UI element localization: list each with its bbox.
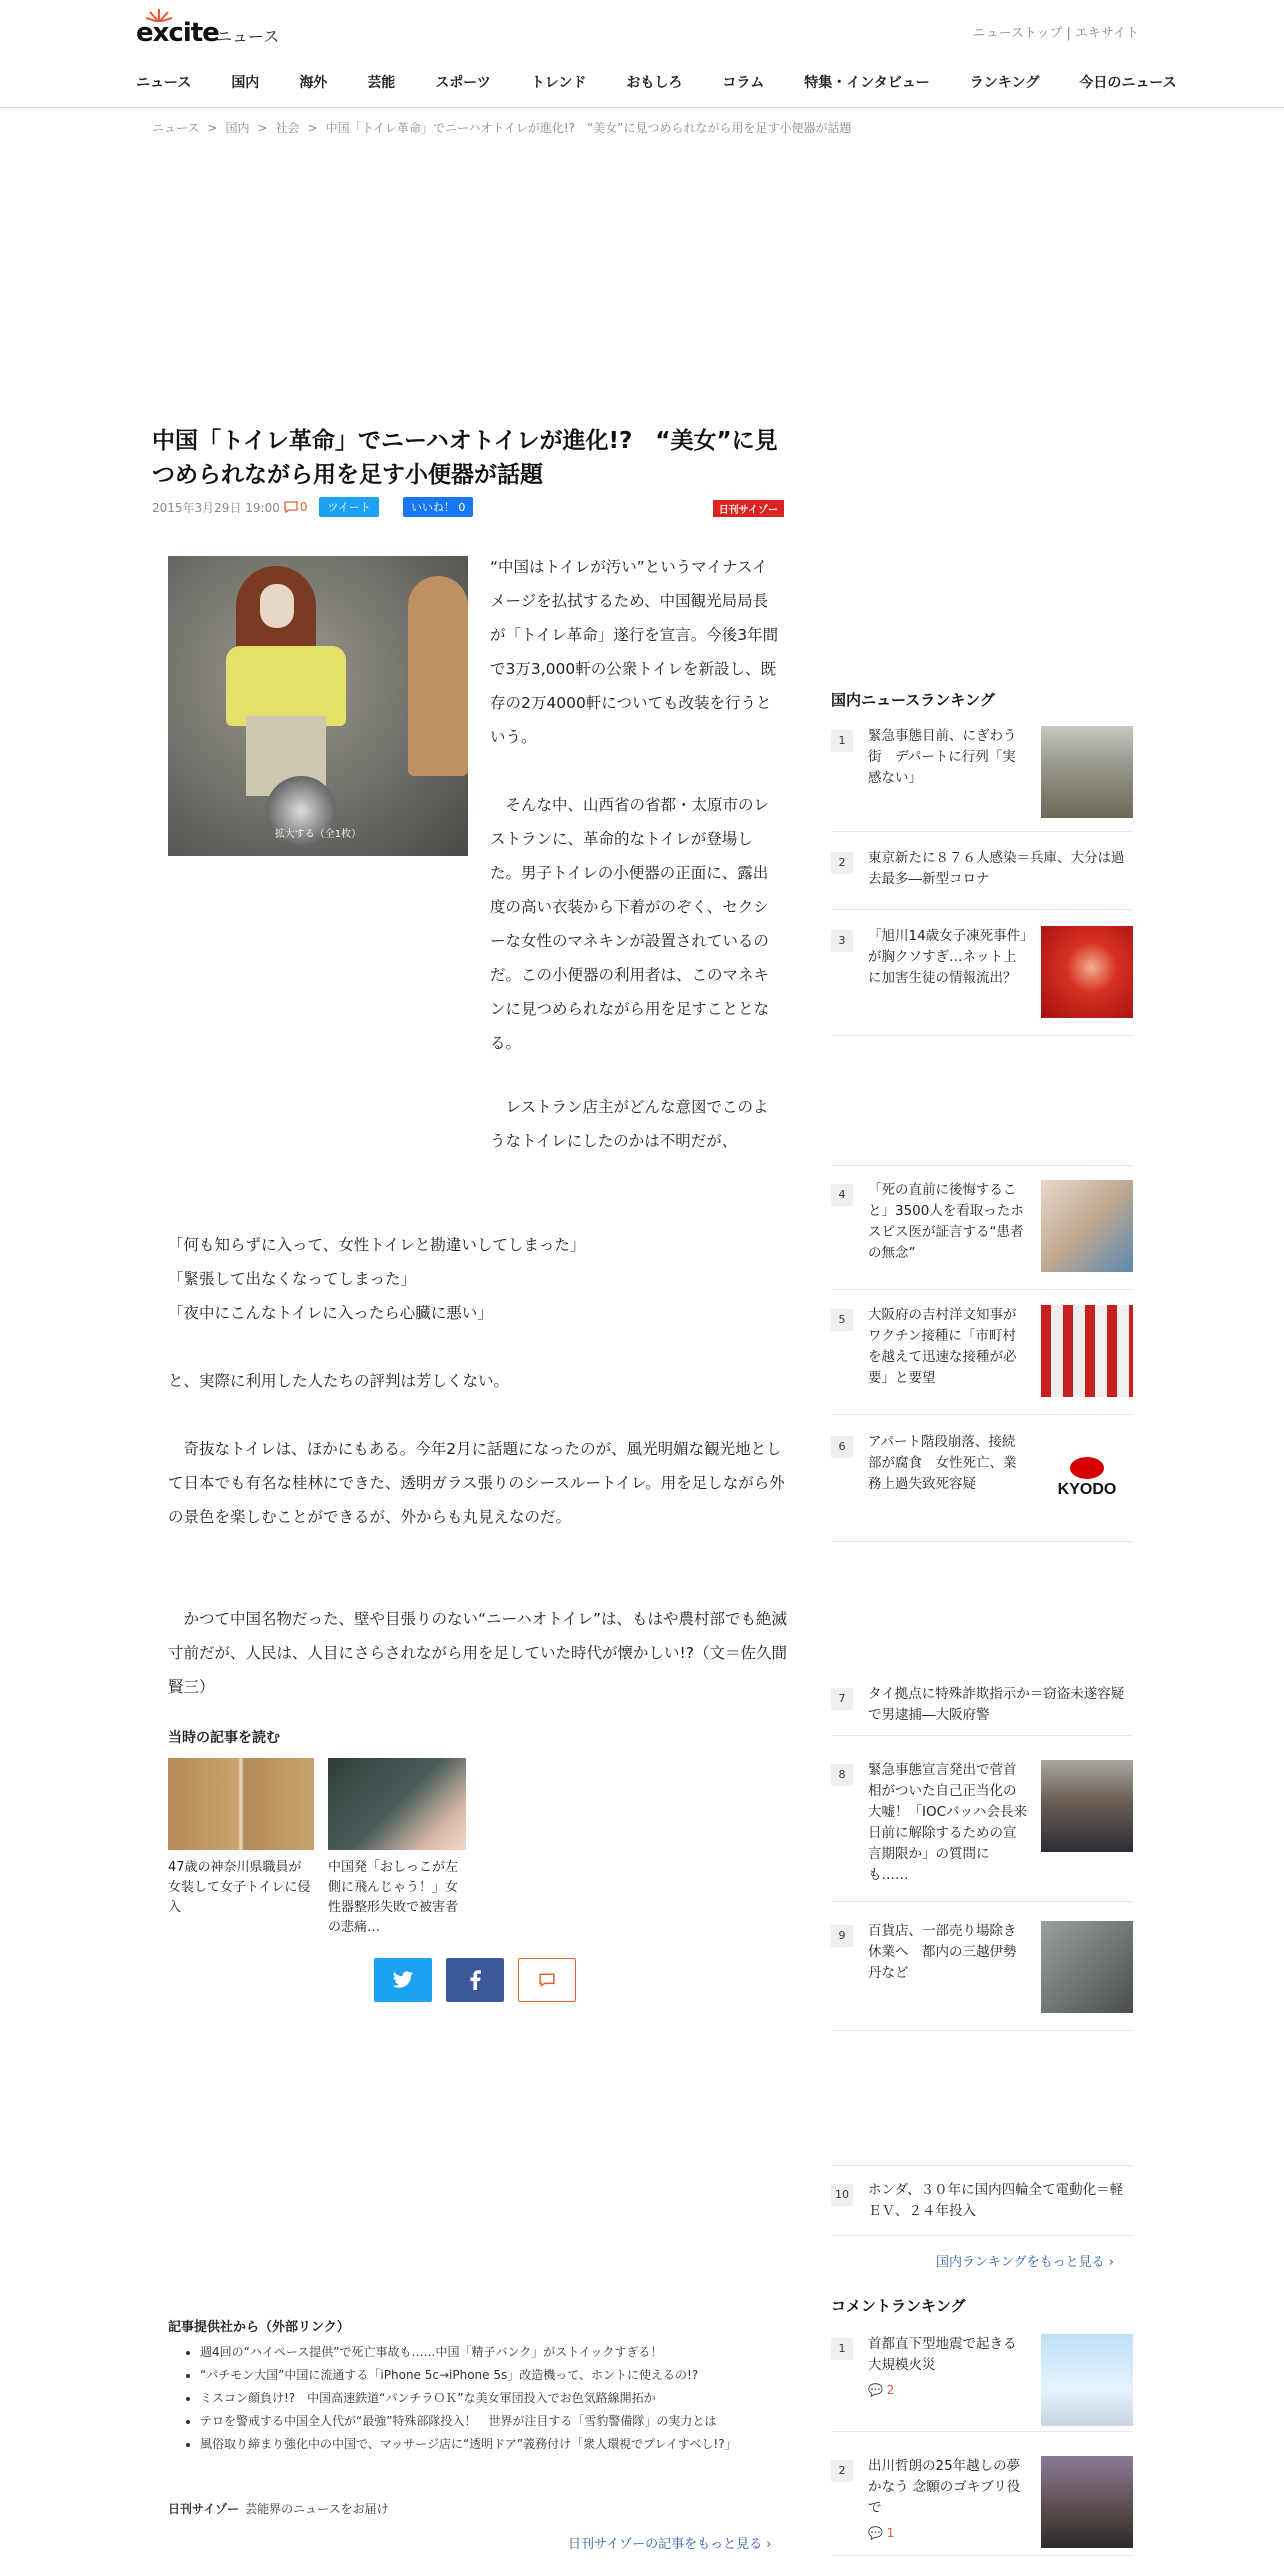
like-button[interactable] (403, 497, 474, 517)
comment-icon (284, 501, 298, 513)
ranking-item[interactable] (831, 1760, 1133, 1902)
comment-icon: 💬 (868, 2526, 883, 2540)
nav-today[interactable]: 今日のニュース (1079, 75, 1177, 91)
ranking-item[interactable] (831, 1684, 1133, 1736)
rank-thumb (1041, 1305, 1133, 1397)
logo-text: excite (136, 18, 219, 48)
rank-text: 百貨店、一部売り場除き休業へ 都内の三越伊勢丹など (868, 1923, 1017, 1981)
comment-ranking-title: コメントランキング (831, 2297, 966, 2315)
article-paragraph: 奇抜なトイレは、ほかにもある。今年2月に話題になったのが、風光明媚な観光地として日本でも有名な桂林にできた、透明ガラス張りのシースルートイレ。用を足しながら外の景色を楽しむことができるが、外からも丸見えなのだ。 (168, 1440, 785, 1526)
provider-title: 記事提供社から（外部リンク） (168, 2320, 350, 2335)
twitter-icon (392, 1971, 414, 1989)
photo-top (226, 646, 346, 726)
provider-more-link[interactable] (568, 2533, 771, 2552)
domestic-ranking-more-link[interactable] (936, 2251, 1114, 2270)
kyodo-dot (1070, 1457, 1104, 1479)
ranking-item[interactable] (831, 1305, 1133, 1415)
related-caption: 中国発「おしっこが左側に飛んじゃう！」女性器整形失敗で被害者の悲痛… (328, 1860, 459, 1935)
provider-link[interactable]: • ミスコン顔負け!? 中国高速鉄道“パンチラＯＫ”な美女軍団投入でお色気路線開拓か (200, 2388, 760, 2409)
rank-number: 6 (831, 1436, 853, 1458)
article-quote: 「何も知らずに入って、女性トイレと勘違いしてしまった」 (168, 1236, 586, 1254)
rank-text-wrap (868, 2334, 1028, 2401)
crumb-sep: > (257, 121, 268, 135)
logo-sub: ニュース (216, 27, 280, 46)
header-links (973, 22, 1139, 41)
rank-text: タイ拠点に特殊詐欺指示か＝窃盗未遂容疑で男逮捕―大阪府警 (868, 1686, 1125, 1723)
nav-features[interactable]: 特集・インタビュー (804, 75, 930, 91)
share-comment-button[interactable] (518, 1958, 576, 2002)
related-card[interactable] (168, 1758, 314, 1918)
rank-text: 緊急事態目前、にぎわう街 デパートに行列「実感ない」 (868, 728, 1017, 786)
ranking-divider (831, 1150, 1133, 1166)
article-paragraph: かつて中国名物だった、壁や目張りのない“ニーハオトイレ”は、もはや農村部でも絶滅寸前だが、人民は、人目にさらされながら用を足していた時代が懐かしい!?（文＝佐久間賢三） (168, 1610, 788, 1696)
crumb-sep: > (307, 121, 318, 135)
rank-text: 緊急事態宣言発出で菅首相がついた自己正当化の大嘘！「IOCバッハ会長来日前に解除するための宣言期限か」の質問にも…… (868, 1762, 1028, 1883)
photo-mannequin-2 (408, 576, 468, 776)
provider-link[interactable]: • テロを警戒する中国全人代が“最強”特殊部隊投入！ 世界が注目する「雪豹警備隊」の実力とは (200, 2411, 760, 2432)
nav-news[interactable]: ニュース (136, 75, 192, 91)
provider-info (168, 2500, 389, 2517)
nav-ranking[interactable]: ランキング (969, 75, 1040, 91)
rank-number: 8 (831, 1764, 853, 1786)
comment-count: 2 (886, 2383, 895, 2397)
rank-number: 3 (831, 930, 853, 952)
ranking-item[interactable] (831, 1921, 1133, 2031)
article-quote: 「緊張して出なくなってしまった」 (168, 1270, 417, 1288)
provider-link[interactable]: • “パチモン大国”中国に流通する「iPhone 5c→iPhone 5s」改造機って、ホントに使えるの!? (200, 2365, 760, 2386)
ranking-item[interactable] (831, 848, 1133, 910)
ranking-item[interactable] (831, 1432, 1133, 1542)
nav-sports[interactable]: スポーツ (435, 75, 491, 91)
nav-column[interactable]: コラム (722, 75, 765, 91)
rank-text: 「旭川14歳女子凍死事件」が胸クソすぎ…ネット上に加害生徒の情報流出？ (868, 928, 1027, 986)
rank-number: 2 (831, 852, 853, 874)
comment-ranking-item[interactable] (831, 2456, 1133, 2556)
rank-text: 大阪府の吉村洋文知事がワクチン接種に「市町村を越えて迅速な接種が必要」と要望 (868, 1307, 1017, 1386)
link-news-top[interactable]: ニューストップ (972, 26, 1063, 41)
provider-link[interactable]: • 風俗取り締まり強化中の中国で、マッサージ店に“透明ドア”義務付け「衆人環視でプレイすべし!?」 (200, 2434, 760, 2455)
comment-count-link[interactable] (284, 500, 308, 514)
rank-thumb (1041, 1760, 1133, 1852)
ranking-item[interactable] (831, 726, 1133, 832)
article-title: 中国「トイレ革命」でニーハオトイレが進化!? “美女”に見つめられながら用を足す小便器が話題 (152, 428, 778, 488)
global-nav (136, 72, 1217, 92)
comment-icon: 💬 (868, 2383, 883, 2397)
article-paragraph: レストラン店主がどんな意図でこのようなトイレにしたのかは不明だが、 (490, 1098, 769, 1150)
ranking-item[interactable] (831, 926, 1133, 1036)
photo-caption: 拡大する（全1枚） (274, 829, 362, 840)
comment-icon (539, 1973, 555, 1987)
related-caption: 47歳の神奈川県職員が女装して女子トイレに侵入 (168, 1860, 311, 1915)
like-label: いいね！ 0 (410, 501, 466, 514)
article-paragraph: と、実際に利用した人たちの評判は芳しくない。 (168, 1372, 510, 1390)
rank-number: 1 (831, 730, 853, 752)
share-buttons (374, 1958, 576, 2002)
share-facebook-button[interactable] (446, 1958, 504, 2002)
ranking-item[interactable] (831, 1180, 1133, 1290)
article-paragraph: “中国はトイレが汚い”というマイナスイメージを払拭するため、中国観光局局長が「トイレ革命」遂行を宣言。今後3年間で3万3,000軒の公衆トイレを新設し、既存の2万4000軒についても改装を行うという。 (490, 558, 779, 746)
ranking-more-label: 国内ランキングをもっと見る (936, 2255, 1105, 2270)
article-quote: 「夜中にこんなトイレに入ったら心臓に悪い」 (168, 1304, 493, 1322)
source-logo[interactable]: 日刊サイゾー (713, 500, 784, 517)
rank-text: ホンダ、３０年に国内四輪全て電動化＝軽ＥＶ、２４年投入 (868, 2182, 1124, 2219)
related-thumb (168, 1758, 314, 1850)
rank-text: 首都直下型地震で起きる大規模火災 (868, 2336, 1017, 2373)
crumb-society[interactable]: 社会 (275, 121, 300, 135)
rank-number: 4 (831, 1184, 853, 1206)
rank-thumb (1041, 1180, 1133, 1272)
comment-ranking-item[interactable] (831, 2334, 1133, 2432)
related-card[interactable] (328, 1758, 466, 1938)
nav-world[interactable]: 海外 (299, 75, 328, 91)
ranking-item[interactable] (831, 2180, 1133, 2236)
rank-text: 東京新たに８７６人感染＝兵庫、大分は過去最多―新型コロナ (868, 850, 1125, 887)
rank-text: 「死の直前に後悔すること」3500人を看取ったホスピス医が証言する“患者の無念” (868, 1182, 1024, 1261)
header-sep: | (1066, 26, 1071, 41)
rank-thumb (1041, 2334, 1133, 2426)
comment-badge (868, 2380, 1028, 2401)
nav-domestic[interactable]: 国内 (231, 75, 260, 91)
rank-thumb (1041, 926, 1133, 1018)
provider-links (200, 2342, 760, 2457)
rank-text: 出川哲朗の25年越しの夢かなう 念願のゴキブリ役で (868, 2458, 1021, 2516)
rank-thumb (1041, 2456, 1133, 2548)
nav-trend[interactable]: トレンド (530, 75, 587, 91)
rank-number: 9 (831, 1925, 853, 1947)
comment-badge (868, 2523, 1028, 2544)
article-photo[interactable] (168, 556, 468, 856)
tweet-label: ツイート (327, 501, 371, 514)
crumb-current: 中国「トイレ革命」でニーハオトイレが進化!? “美女”に見つめられながら用を足す小便器が話題 (325, 121, 852, 135)
crumb-domestic[interactable]: 国内 (225, 121, 250, 135)
rank-number: 5 (831, 1309, 853, 1331)
rank-number: 10 (831, 2184, 853, 2206)
tweet-button[interactable] (319, 497, 378, 517)
comment-count: 1 (886, 2526, 895, 2540)
related-thumb (328, 1758, 466, 1850)
rank-number: 2 (831, 2460, 853, 2482)
crumb-news[interactable]: ニュース (152, 121, 200, 135)
link-excite[interactable]: エキサイト (1074, 26, 1139, 41)
nav-entertainment[interactable]: 芸能 (367, 75, 396, 91)
ranking-divider (831, 2150, 1133, 2166)
nav-funny[interactable]: おもしろ (626, 75, 683, 91)
rank-number: 1 (831, 2338, 853, 2360)
related-title: 当時の記事を読む (168, 1730, 280, 1746)
photo-face (260, 584, 294, 628)
rank-text-wrap (868, 2456, 1028, 2544)
chevron-right-icon: › (766, 2537, 772, 2552)
crumb-sep: > (207, 121, 218, 135)
breadcrumb (152, 119, 851, 136)
site-logo[interactable] (136, 14, 286, 50)
kyodo-wordmark: KYODO (1057, 1481, 1117, 1498)
provider-link[interactable]: • 週4回の“ハイペース提供”で死亡事故も……中国「精子バンク」がストイックすぎる！ (200, 2342, 760, 2363)
provider-more-label: 日刊サイゾーの記事をもっと見る (568, 2537, 763, 2552)
rank-text: アパート階段崩落、接続部が腐食 女性死亡、業務上過失致死容疑 (868, 1434, 1017, 1492)
domestic-ranking-title: 国内ニュースランキング (831, 691, 995, 709)
rank-thumb (1041, 1921, 1133, 2013)
article-meta (152, 497, 792, 517)
article-paragraph: そんな中、山西省の省都・太原市のレストランに、革命的なトイレが登場した。男子トイレの小便器の正面に、露出度の高い衣装から下着がのぞく、セクシーな女性のマネキンが設置されているのだ。この小便器の利用者は、このマネキンに見つめられながら用を足すこととなる。 (490, 796, 770, 1052)
provider-desc: 芸能界のニュースをお届け (245, 2502, 389, 2516)
facebook-icon (469, 1970, 481, 1990)
rank-thumb (1041, 726, 1133, 818)
site-header (0, 0, 1284, 108)
provider-name[interactable]: 日刊サイゾー (168, 2502, 240, 2516)
kyodo-logo (1041, 1432, 1133, 1524)
article-date: 2015年3月29日 19:00 (152, 500, 280, 515)
share-twitter-button[interactable] (374, 1958, 432, 2002)
chevron-right-icon: › (1108, 2255, 1114, 2270)
comment-count: 0 (299, 500, 308, 514)
rank-number: 7 (831, 1688, 853, 1710)
